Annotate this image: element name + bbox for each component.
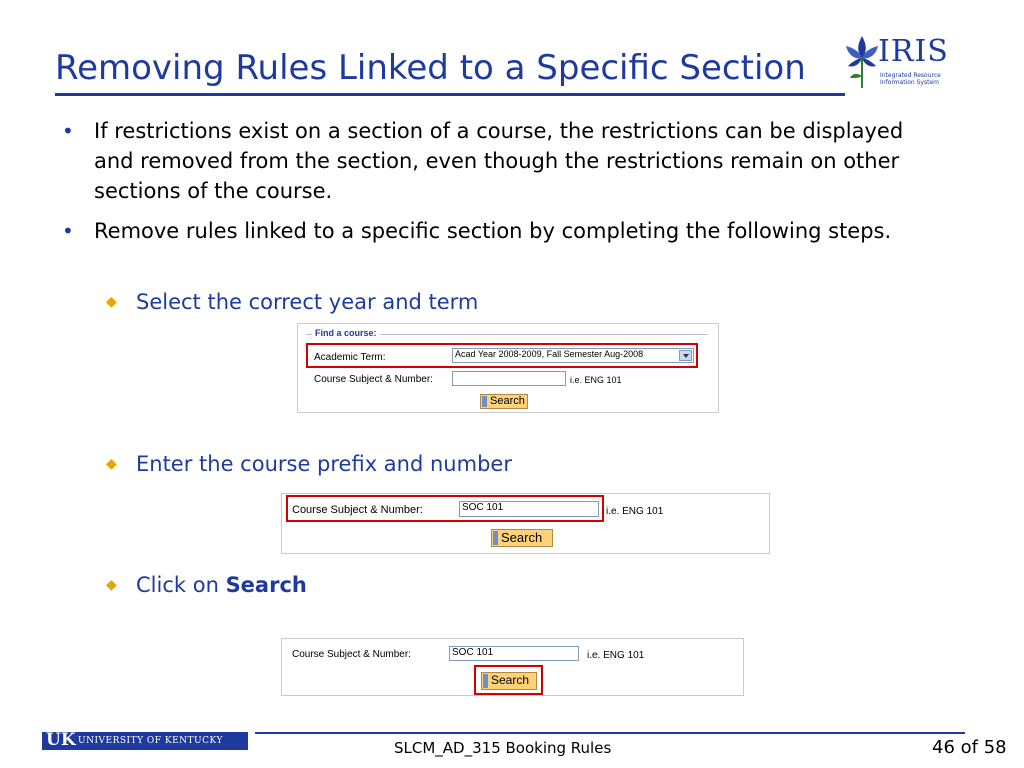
diamond-bullet-icon: ◆	[106, 294, 117, 310]
course-subject-input[interactable]: SOC 101	[449, 646, 579, 661]
uk-name: UNIVERSITY OF KENTUCKY	[78, 736, 223, 746]
course-subject-panel	[281, 493, 770, 554]
page-number: 46 of 58	[932, 737, 1007, 758]
search-button[interactable]: Search	[491, 529, 553, 547]
title-underline	[55, 93, 845, 96]
iris-wordmark: IRIS	[878, 34, 949, 69]
highlight-box	[306, 343, 698, 368]
uk-logo	[42, 732, 248, 750]
course-subject-input[interactable]	[452, 371, 566, 386]
course-subject-label: Course Subject & Number:	[292, 649, 411, 660]
iris-subtitle: Integrated Resource Information System	[880, 72, 941, 86]
course-subject-label: Course Subject & Number:	[314, 374, 433, 385]
diamond-bullet-icon: ◆	[106, 456, 117, 472]
slide-title: Removing Rules Linked to a Specific Section	[55, 48, 806, 88]
academic-term-select[interactable]: Acad Year 2008-2009, Fall Semester Aug-2008	[452, 348, 694, 363]
example-hint: i.e. ENG 101	[570, 375, 622, 385]
bullet-dot-icon: •	[62, 219, 74, 243]
highlight-box	[474, 665, 543, 695]
find-course-legend: Find a course:	[312, 328, 380, 338]
highlight-box	[286, 495, 604, 522]
diamond-bullet-icon: ◆	[106, 577, 117, 593]
search-panel	[281, 638, 744, 696]
academic-term-label: Academic Term:	[314, 352, 386, 363]
iris-flower-icon	[842, 32, 882, 90]
example-hint: i.e. ENG 101	[606, 506, 664, 517]
footer-divider	[255, 732, 965, 734]
iris-logo	[842, 32, 952, 94]
course-subject-label: Course Subject & Number:	[292, 504, 423, 516]
find-course-panel	[297, 323, 719, 413]
example-hint: i.e. ENG 101	[587, 650, 645, 661]
search-button[interactable]: Search	[480, 394, 528, 409]
footer-course-label: SLCM_AD_315 Booking Rules	[394, 739, 612, 757]
search-button[interactable]: Search	[481, 672, 537, 690]
course-subject-input[interactable]: SOC 101	[459, 501, 599, 517]
bullet-dot-icon: •	[62, 119, 74, 143]
uk-mark: UK	[46, 730, 76, 750]
